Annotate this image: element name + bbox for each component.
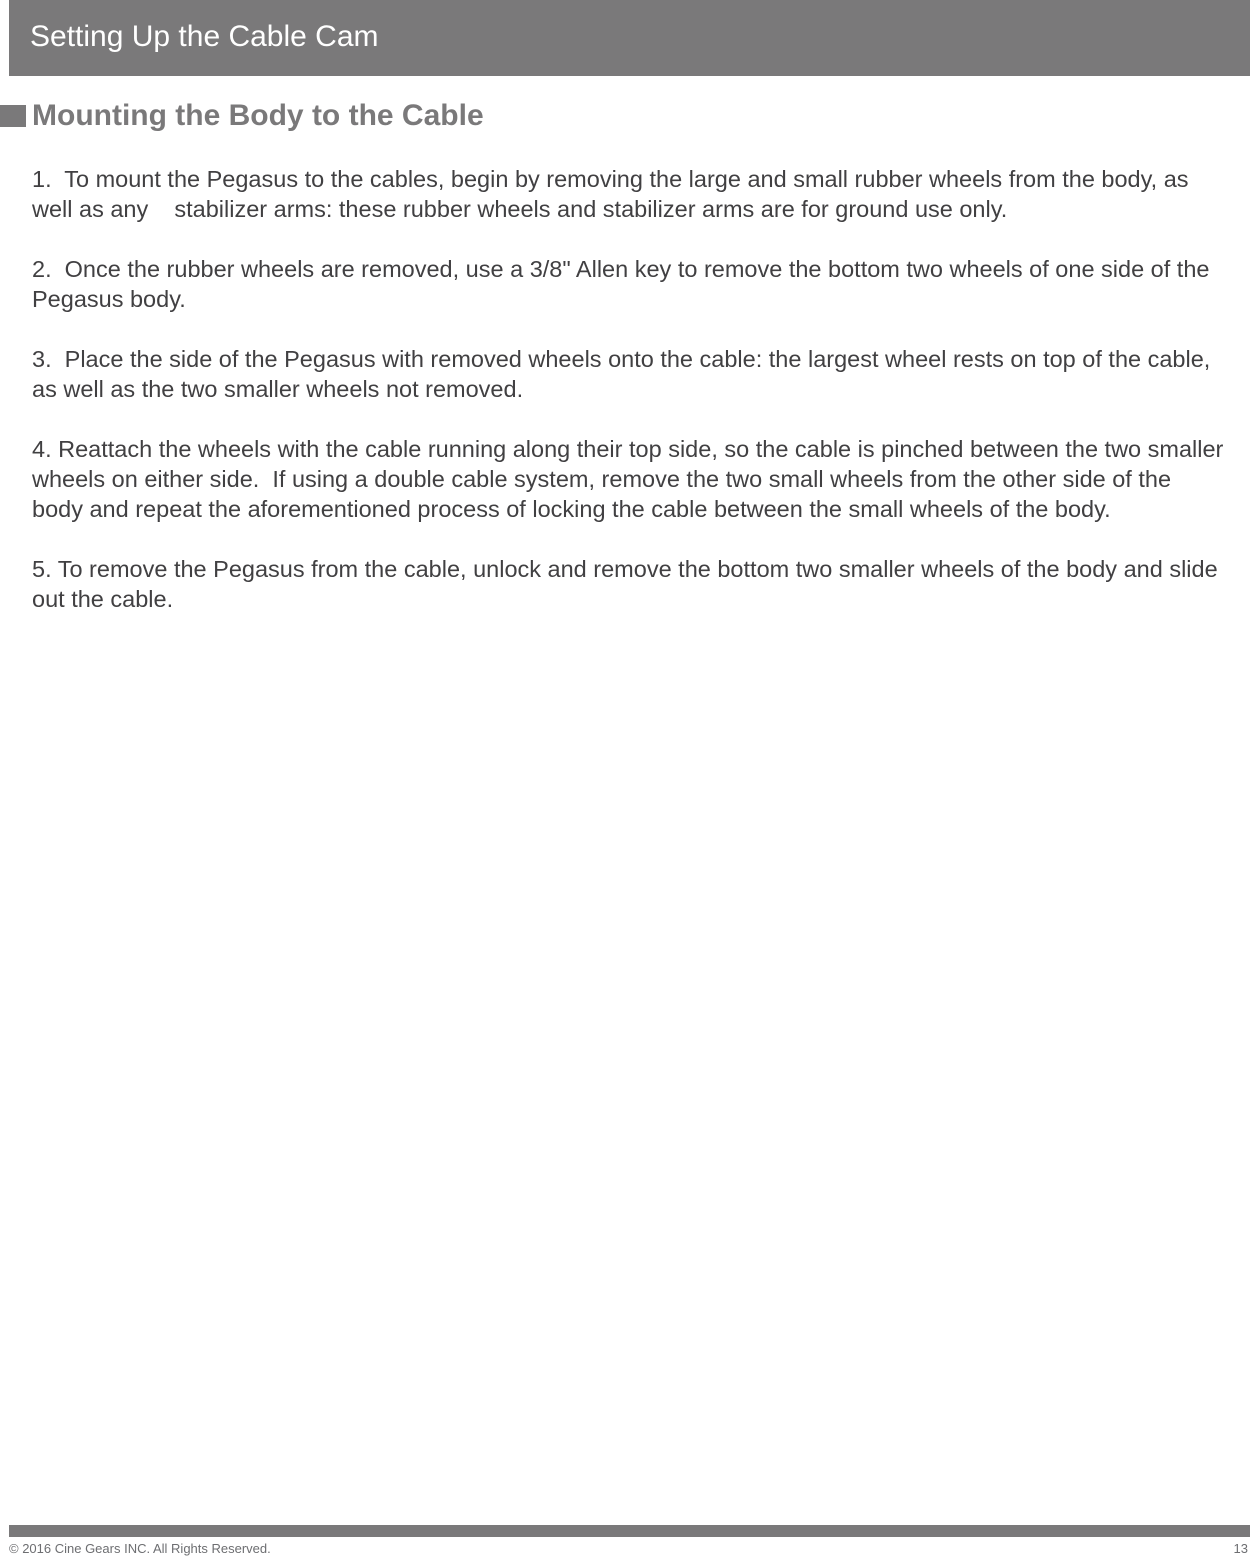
step-3: 3. Place the side of the Pegasus with removed wheels onto the cable: the largest wheel rests on top of the cable, as well as the two smaller wheels not removed.: [32, 346, 1217, 402]
instruction-steps: [32, 164, 1230, 644]
section-marker: [0, 105, 26, 127]
footer-bar: [9, 1525, 1250, 1537]
step-1: 1. To mount the Pegasus to the cables, begin by removing the large and small rubber wheels from the body, as well as any stabilizer arms: these rubber wheels and stabilizer arms are for ground use only.: [32, 166, 1196, 222]
footer-copyright: © 2016 Cine Gears INC. All Rights Reserved.: [9, 1541, 271, 1556]
page-header-bar: [9, 0, 1250, 76]
section-title: Mounting the Body to the Cable: [32, 99, 484, 132]
step-5: 5. To remove the Pegasus from the cable, unlock and remove the bottom two smaller wheels of the body and slide out the cable.: [32, 556, 1225, 612]
page-number: 13: [1233, 1541, 1248, 1556]
page-title: Setting Up the Cable Cam: [30, 20, 379, 53]
step-4: 4. Reattach the wheels with the cable running along their top side, so the cable is pinched between the two smaller wheels on either side. If using a double cable system, remove the two small wheels from the other side of the body and repeat the aforementioned process of locking the cable between the small wheels of the body.: [32, 436, 1230, 522]
step-2: 2. Once the rubber wheels are removed, use a 3/8" Allen key to remove the bottom two wheels of one side of the Pegasus body.: [32, 256, 1217, 312]
